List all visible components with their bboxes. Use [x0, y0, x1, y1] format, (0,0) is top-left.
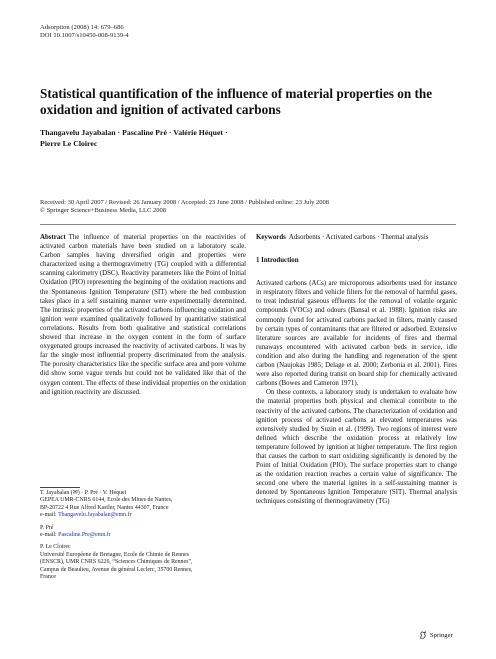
header-divider [40, 224, 456, 225]
publisher-logo [419, 631, 453, 639]
affiliation-3-address: Campus de Beaulieu, Avenue du général Leclerc, 35700 Rennes, [40, 566, 193, 573]
right-column [256, 233, 457, 507]
affiliation-1-email-row [40, 512, 250, 519]
article-title: Statistical quantification of the influence of material properties on the oxidation and ignition of activated carbons [40, 86, 433, 117]
affiliation-3-institution: Université Européene de Bretagne, Ecole de Chimie de Rennes [40, 551, 190, 558]
abstract-label: Abstract [40, 234, 66, 241]
intro-paragraph-2: On these contexts, a laboratory study is undertaken to evaluate how the material properties both physical and chemical contribute to the reactivity of the activated carbons. The characterization of oxidation and ignition process of activated carbons at elevated temperatures was extensively studied by Suzin et al. (1999). Two regions of interest were defined which describe the oxidation process at relatively low temperature followed by ignition at higher temperature. The first region that causes the carbon to start oxidizing significantly is denoted by the Point of Initial Oxidation (PIO). The surface properties start to change as the oxidation reaction reaches a certain value of significance. The second one where the material ignites in a self-sustaining manner is denoted by Spontaneous Ignition Temperature (SIT). Thermal analysis techniques consisting of thermogravimetry (TG) [256, 389, 457, 506]
publisher-name: Springer [430, 631, 453, 639]
email-label: e-mail: [40, 532, 57, 539]
affiliation-2-email-row [40, 532, 250, 539]
affiliations [40, 490, 250, 586]
affiliation-1-address: BP-20722 4 Rue Alfred Kastler, Nantes 44307, France [40, 504, 169, 511]
authors-line-1: Thangavelu Jayabalan · Pascaline Pré · Valérie Héquet · [40, 128, 228, 137]
affiliation-3-unit: (ENSCR), UMR CNRS 6226, “Sciences Chimiques de Rennes”, [40, 559, 193, 566]
keywords-label: Keywords [256, 234, 286, 241]
email-label: e-mail: [40, 512, 57, 519]
publication-dates [40, 199, 460, 215]
author-list [40, 128, 340, 149]
affiliation-3-country: France [40, 574, 57, 581]
email-link[interactable]: Thangavelu.Jayabalan@emn.fr [58, 512, 132, 519]
springer-horse-icon [419, 631, 427, 639]
journal-header [40, 24, 129, 40]
keywords-text: Adsorbents · Activated carbons · Thermal analysis [288, 234, 429, 241]
doi: DOI 10.1007/s10450-008-9139-4 [40, 32, 129, 40]
abstract [40, 233, 246, 397]
affiliation-3-names: P. Le Cloirec [40, 544, 71, 551]
section-heading: 1 Introduction [256, 257, 299, 265]
footnote-divider [40, 487, 80, 488]
affiliation-2-names: P. Pré [40, 524, 54, 531]
keywords [256, 233, 457, 242]
affiliation-3 [40, 544, 250, 581]
abstract-text: The influence of material properties on the reactivities of activated carbon materials have been studied on a laboratory scale. Carbon samples having diversified origin and properties were characterized using a thermogravimetry (TG) coupled with a differential scanning calorimetry (DSC). Reactivity parameters like the Point of Initial Oxidation (PIO) representing the beginning of the oxidation reactions and the Spontaneous Ignition Temperature (SIT) where the bed combustion takes place in a self sustaining manner were experimentally determined. The intrinsic properties of the activated carbons influencing oxidation and ignition were examined qualitatively followed by quantitative statistical correlations. Results from both qualitative and statistical correlations showed that increase in the oxygen content in the form of surface oxygenated groups increased the reactivity of activated carbons. It was by far the single most influential property discriminated from the analysis. The porosity characteristics like the specific surface area and pore volume did show some vague trends but could not be validated like that of the oxygen content. The effects of these individual properties on the oxidation and ignition reactivity are discussed. [40, 234, 246, 396]
affiliation-2 [40, 525, 250, 540]
affiliation-1-institution: GEPEA UMR-CNRS 6144, Ecole des Mines de Nantes, [40, 497, 173, 504]
affiliation-1-names: T. Jayabalan (✉) · P. Pré · V. Héquet [40, 490, 127, 496]
email-link[interactable]: Pascaline.Pre@emn.fr [58, 532, 111, 539]
affiliation-1 [40, 490, 250, 520]
authors-line-2: Pierre Le Cloirec [40, 138, 98, 148]
history-line: Received: 30 April 2007 / Revised: 26 January 2008 / Accepted: 23 June 2008 / Published online: 23 July 2008 [40, 199, 330, 206]
copyright-line: © Springer Science+Business Media, LLC 2008 [40, 207, 166, 215]
intro-paragraph-1: Activated carbons (ACs) are microporous adsorbents used for instance in respiratory filters and vehicle filters for the removal of harmful gases, to treat industrial gaseous effluents for the removal of volatile organic compounds (VOCs) and odours (Bansal et al. 1988). Ignition risks are commonly found for activated carbons packed in filters, mainly caused by certain types of contaminants that are filtered or adsorbed. Extensive literature sources are available for incidents of fires and thermal runaways encountered with activated carbon beds in service, idle condition and also during the handling and regeneration of the spent carbon (Naujokas 1985; Delage et al. 2000; Zerbonia et al. 2001). Fires were also reported during transit on board ship for chemically activated carbons (Bowes and Cameron 1971). [256, 280, 457, 388]
journal-citation: Adsorption (2008) 14: 679–686 [40, 24, 124, 31]
